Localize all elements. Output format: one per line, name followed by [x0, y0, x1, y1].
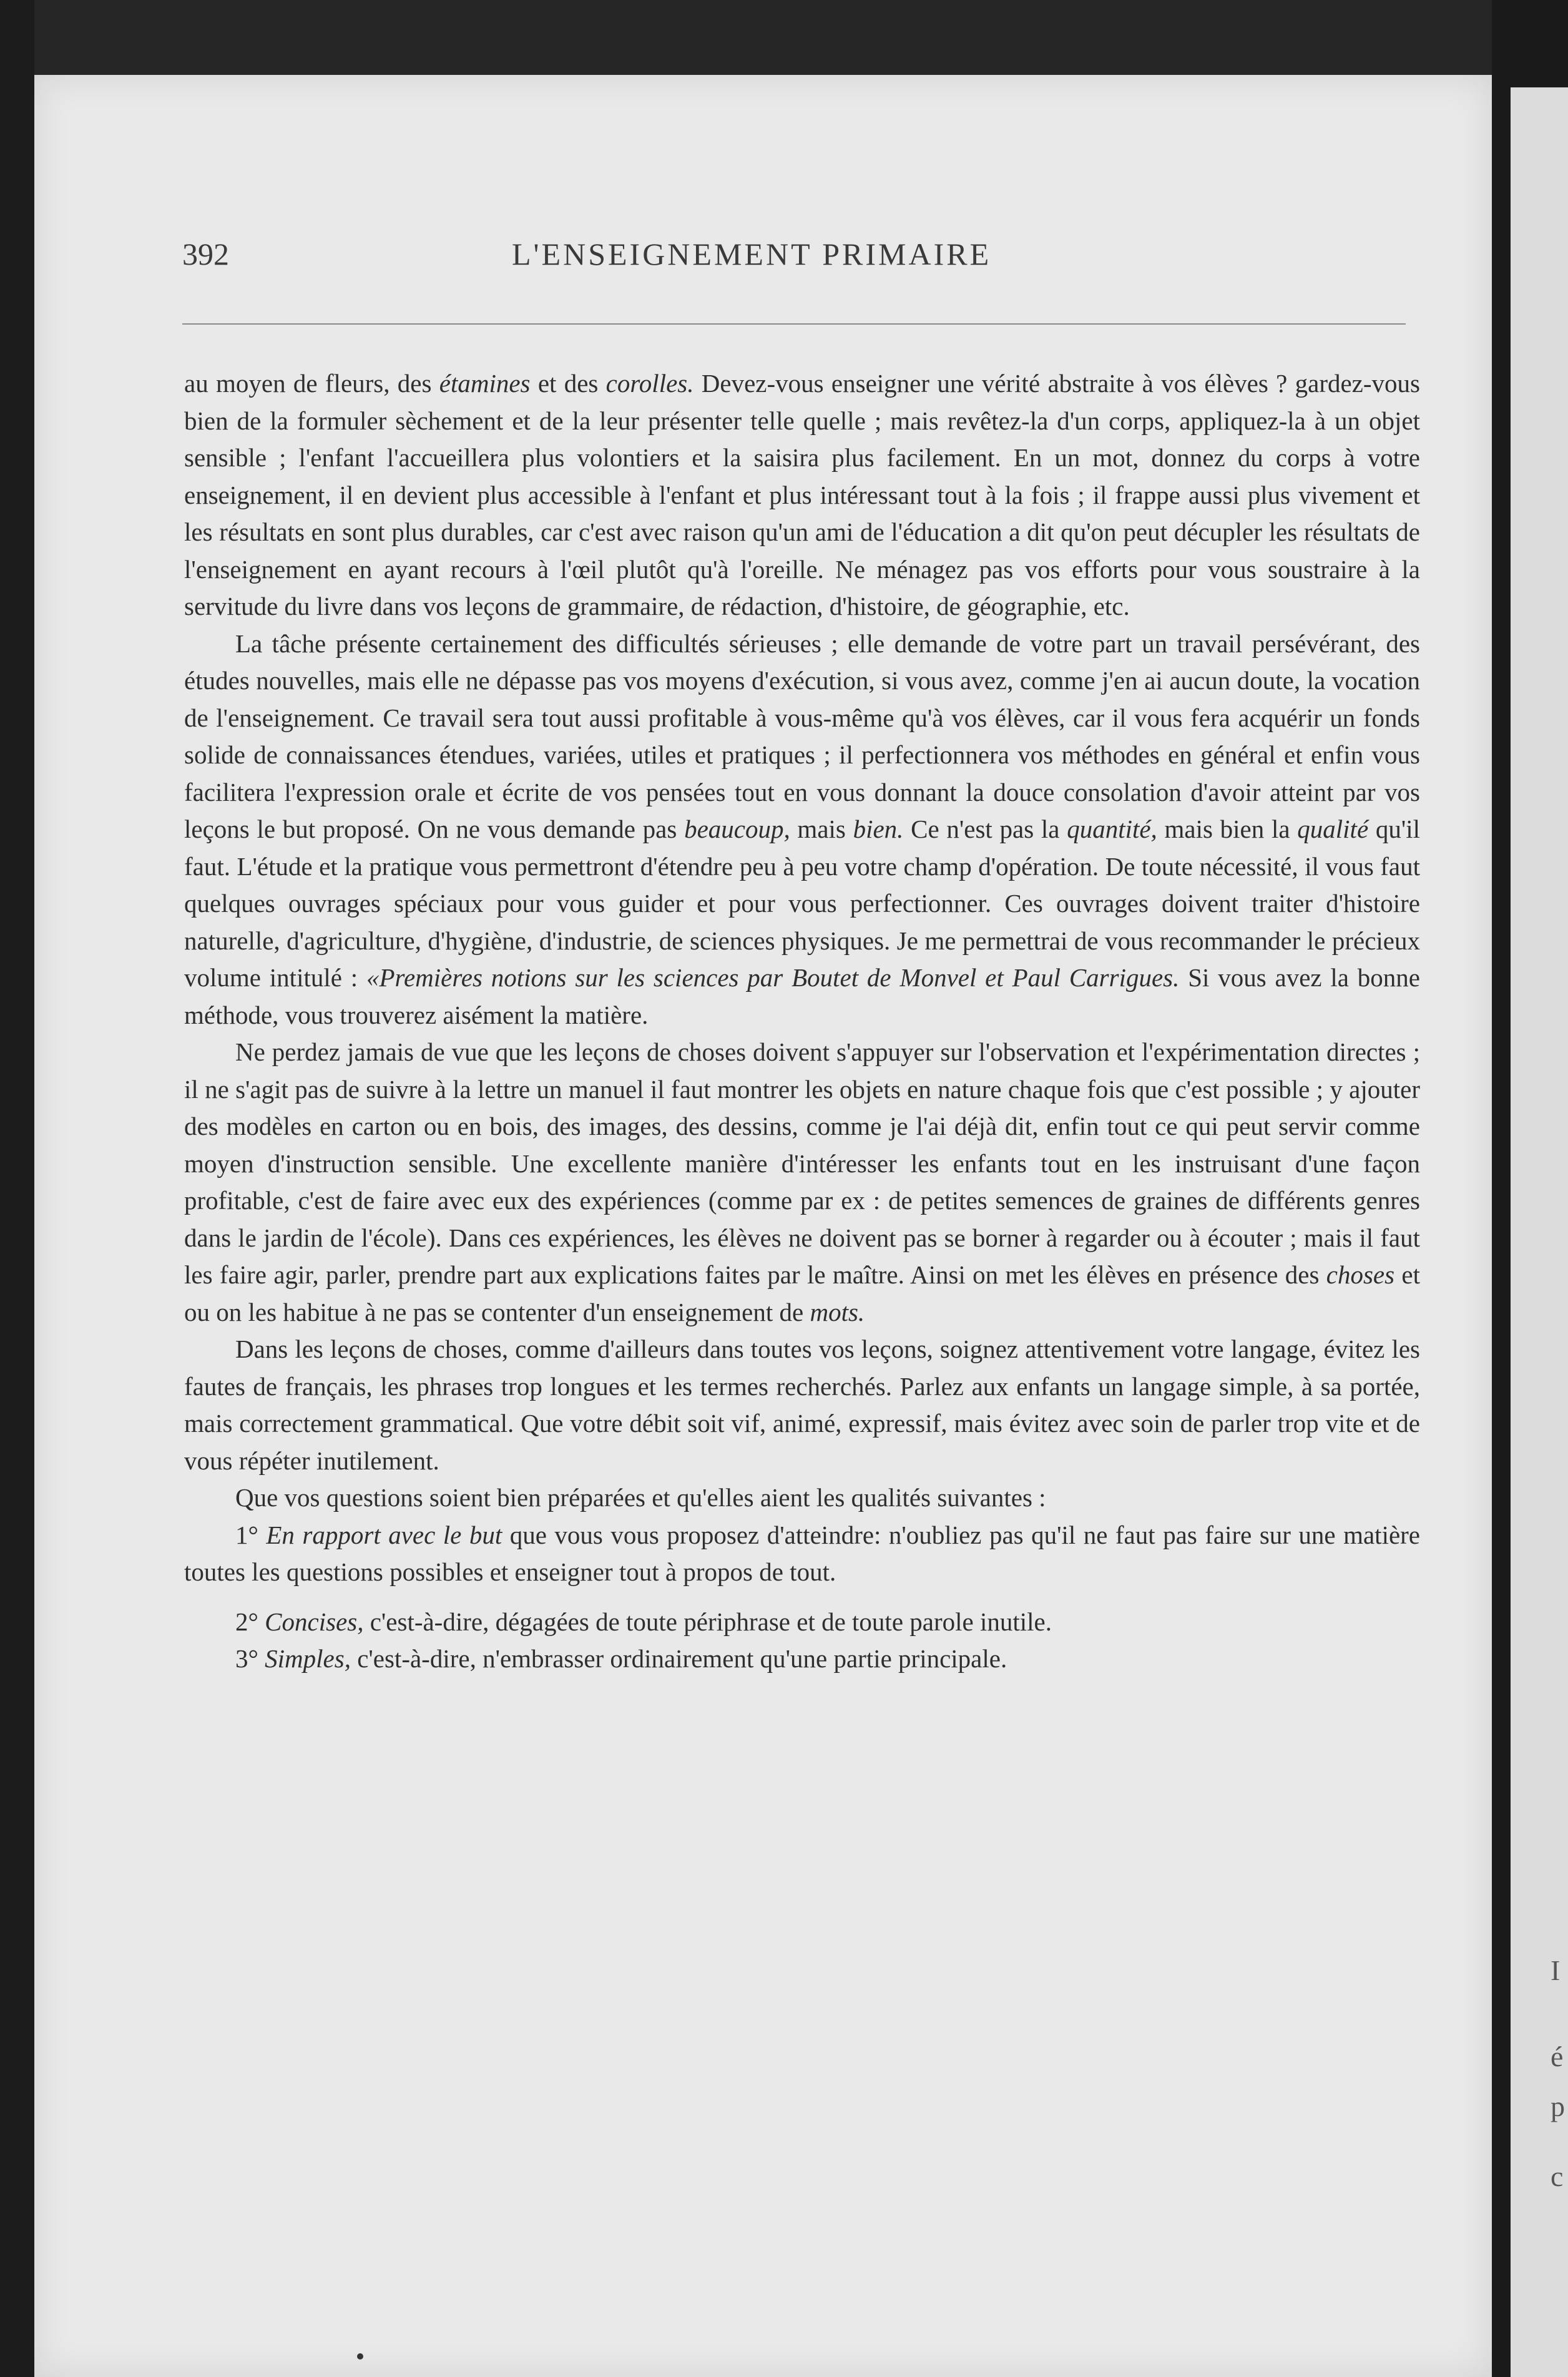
list-number: 3°	[235, 1644, 258, 1673]
text-run: Devez-vous enseigner une vérité abstraite à vos élèves ? gardez-vous bien de la formuler sèchement et de la leur présenter telle quelle ; mais revêtez-la d'un corps, appliquez-la à un objet sensible ; l'enfant l'accueillera plus volontiers et la saisira plus facilement. En un mot, donnez du corps à votre enseignement, il en devient plus accessible à l'enfant et plus intéressant tout à la fois ; il frappe aussi plus vivement et les résultats en sont plus durables, car c'est avec raison qu'un ami de l'éducation a dit qu'on peut décupler les résultats de l'enseignement en ayant recours à l'œil plutôt qu'à l'oreille. Ne ménagez pas vos efforts pour vous soustraire à la servitude du livre dans vos leçons de grammaire, de rédaction, d'histoire, de géographie, etc.	[184, 369, 1420, 620]
text-run: Ne perdez jamais de vue que les leçons de choses doivent s'appuyer sur l'observation et l'expérimentation directes ; il ne s'agit pas de suivre à la lettre un manuel il faut montrer les objets en nature chaque fois que c'est possible ; y ajouter des modèles en carton ou en bois, des images, des dessins, comme je l'ai déjà dit, enfin tout ce qui peut servir comme moyen d'instruction sensible. Une excellente manière d'intéresser les enfants tout en les instruisant d'une façon profitable, c'est de faire avec eux des expériences (comme par ex : de petites semences de graines de différents genres dans le jardin de l'école). Dans ces expériences, les élèves ne doivent pas se borner à regarder ou à écouter ; mais il faut les faire agir, parler, prendre part aux explications faites par le maître. Ainsi on met les élèves en présence des	[184, 1037, 1420, 1289]
text-run: et des	[530, 369, 606, 398]
italic-term: choses	[1326, 1260, 1395, 1289]
italic-term: corolles.	[605, 369, 694, 398]
italic-term: étamines	[439, 369, 531, 398]
scan-speck	[357, 2353, 363, 2360]
scan-background-left	[0, 0, 34, 2377]
paragraph-3	[184, 1034, 1420, 1331]
adjacent-page-fragment: I	[1551, 1954, 1561, 1986]
list-number: 1°	[235, 1520, 258, 1549]
italic-term: mots.	[810, 1297, 865, 1326]
running-title: L'ENSEIGNEMENT PRIMAIRE	[512, 237, 992, 272]
text-run: c'est-à-dire, dégagées de toute périphrase et de toute parole inutile.	[363, 1607, 1052, 1636]
page-number: 392	[182, 237, 229, 272]
text-run: Si vous avez la bonne méthode, vous trouverez aisément la matière.	[184, 963, 1421, 1029]
book-title-citation: «Premières notions sur les sciences par Boutet de Monvel et Paul Carrigues.	[366, 963, 1180, 992]
text-run: mais	[790, 815, 853, 843]
header-rule	[182, 323, 1406, 325]
text-run: qu'il faut. L'étude et la pratique vous permettront d'étendre peu à peu votre champ d'opération. De toute nécessité, il vous faut quelques ouvrages spéciaux pour vous guider et pour vous perfectionner. Ces ouvrages doivent traiter d'histoire naturelle, d'agriculture, d'hygiène, d'industrie, de sciences physiques. Je me permettrai de vous recommander le précieux volume intitulé :	[184, 815, 1421, 992]
list-number: 2°	[235, 1607, 258, 1636]
italic-term: En rapport avec le but	[266, 1520, 502, 1549]
paragraph-4: Dans les leçons de choses, comme d'ailleurs dans toutes vos leçons, soignez attentivement votre langage, évitez les fautes de français, les phrases trop longues et les termes recherchés. Parlez aux enfants un langage simple, à sa portée, mais correctement grammatical. Que votre débit soit vif, animé, expressif, mais évitez avec soin de parler trop vite et de vous répéter inutilement.	[184, 1335, 1420, 1475]
text-run: Ce n'est pas la	[903, 815, 1067, 843]
adjacent-page-fragment: c	[1551, 2160, 1564, 2192]
adjacent-page-edge	[1511, 87, 1568, 2377]
text-run: c'est-à-dire, n'embrasser ordinairement qu'une partie principale.	[350, 1644, 1007, 1673]
text-run: mais bien la	[1157, 815, 1298, 843]
italic-term: quantité,	[1067, 815, 1157, 843]
paragraph-5: Que vos questions soient bien préparées et qu'elles aient les qualités suivantes :	[235, 1483, 1046, 1512]
italic-term: Concises,	[265, 1607, 364, 1636]
book-page	[34, 75, 1492, 2377]
italic-term: beaucoup,	[684, 815, 790, 843]
text-run: et ou on les habitue à ne pas se contenter d'un enseignement de	[184, 1260, 1420, 1326]
italic-term: Simples,	[265, 1644, 351, 1673]
list-item-1	[184, 1517, 1420, 1591]
adjacent-page-fragment: é	[1551, 2041, 1564, 2072]
adjacent-page-fragment: p	[1551, 2090, 1565, 2122]
italic-term: qualité	[1297, 815, 1369, 843]
body-text	[184, 365, 1420, 1678]
paragraph-2	[184, 625, 1420, 1034]
paragraph-1	[184, 365, 1420, 625]
scan-background-top	[0, 0, 1568, 75]
text-run: au moyen de fleurs, des	[184, 369, 439, 398]
text-run: La tâche présente certainement des difficultés sérieuses ; elle demande de votre part un travail persévérant, des études nouvelles, mais elle ne dépasse pas vos moyens d'exécution, si vous avez, comme j'en ai aucun doute, la vocation de l'enseignement. Ce travail sera tout aussi profitable à vous-même qu'à vos élèves, car il vous fera acquérir un fonds solide de connaissances étendues, variées, utiles et pratiques ; il perfectionnera vos méthodes en général et enfin vous facilitera l'expression orale et écrite de vos pensées tout en vous donnant la douce consolation d'avoir atteint par vos leçons le but proposé. On ne vous demande pas	[184, 629, 1420, 843]
list-item-3	[184, 1640, 1420, 1678]
italic-term: bien.	[853, 815, 904, 843]
list-item-2	[184, 1604, 1420, 1641]
text-run: que vous vous proposez d'atteindre: n'oubliez pas qu'il ne faut pas faire sur une matière toutes les questions possibles et enseigner tout à propos de tout.	[184, 1520, 1421, 1586]
